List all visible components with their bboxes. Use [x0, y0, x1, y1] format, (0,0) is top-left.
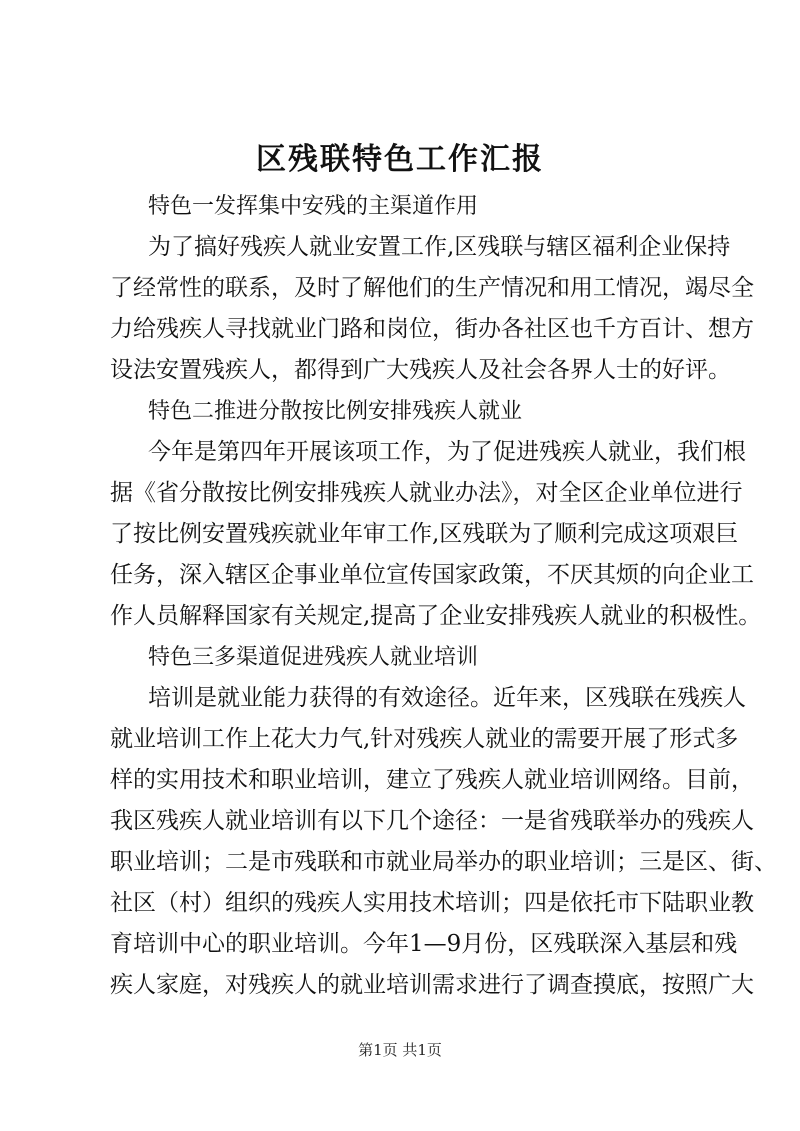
paragraph-line: 疾人家庭，对残疾人的就业培训需求进行了调查摸底，按照广大 [110, 972, 754, 998]
document-body [110, 186, 777, 1006]
paragraph-line: 我区残疾人就业培训有以下几个途径：一是省残联举办的残疾人 [110, 808, 754, 834]
paragraph-line: 了按比例安置残疾就业年审工作,区残联为了顺利完成这项艰巨 [110, 521, 739, 547]
paragraph-line: 育培训中心的职业培训。今年1—9月份，区残联深入基层和残 [110, 931, 738, 957]
paragraph-line: 任务，深入辖区企事业单位宣传国家政策，不厌其烦的向企业工 [110, 562, 754, 588]
paragraph-line: 设法安置残疾人，都得到广大残疾人及社会各界人士的好评。 [110, 357, 731, 383]
paragraph-line: 培训是就业能力获得的有效途径。近年来，区残联在残疾人 [148, 685, 746, 711]
document-title: 区残联特色工作汇报 [256, 142, 544, 177]
paragraph-line: 样的实用技术和职业培训，建立了残疾人就业培训网络。目前， [110, 767, 754, 793]
paragraph-line: 力给残疾人寻找就业门路和岗位，街办各社区也千方百计、想方 [110, 316, 754, 342]
paragraph-line: 今年是第四年开展该项工作，为了促进残疾人就业，我们根 [148, 439, 746, 465]
page-footer: 第1页 共1页 [358, 1041, 442, 1059]
section-heading-2: 特色二推进分散按比例安排残疾人就业 [148, 399, 523, 424]
paragraph-line: 作人员解释国家有关规定,提高了企业安排残疾人就业的积极性。 [110, 603, 762, 629]
section-heading-1: 特色一发挥集中安残的主渠道作用 [148, 194, 479, 219]
paragraph-line: 职业培训；二是市残联和市就业局举办的职业培训；三是区、街、 [110, 849, 777, 875]
paragraph-line: 就业培训工作上花大力气,针对残疾人就业的需要开展了形式多 [110, 726, 739, 752]
section-heading-3: 特色三多渠道促进残疾人就业培训 [148, 645, 479, 670]
paragraph-line: 为了搞好残疾人就业安置工作,区残联与辖区福利企业保持 [148, 234, 731, 260]
paragraph-line: 据《省分散按比例安排残疾人就业办法》，对全区企业单位进行 [110, 480, 743, 506]
paragraph-line: 了经常性的联系，及时了解他们的生产情况和用工情况，竭尽全 [110, 275, 754, 301]
paragraph-line: 社区（村）组织的残疾人实用技术培训；四是依托市下陆职业教 [110, 890, 754, 916]
